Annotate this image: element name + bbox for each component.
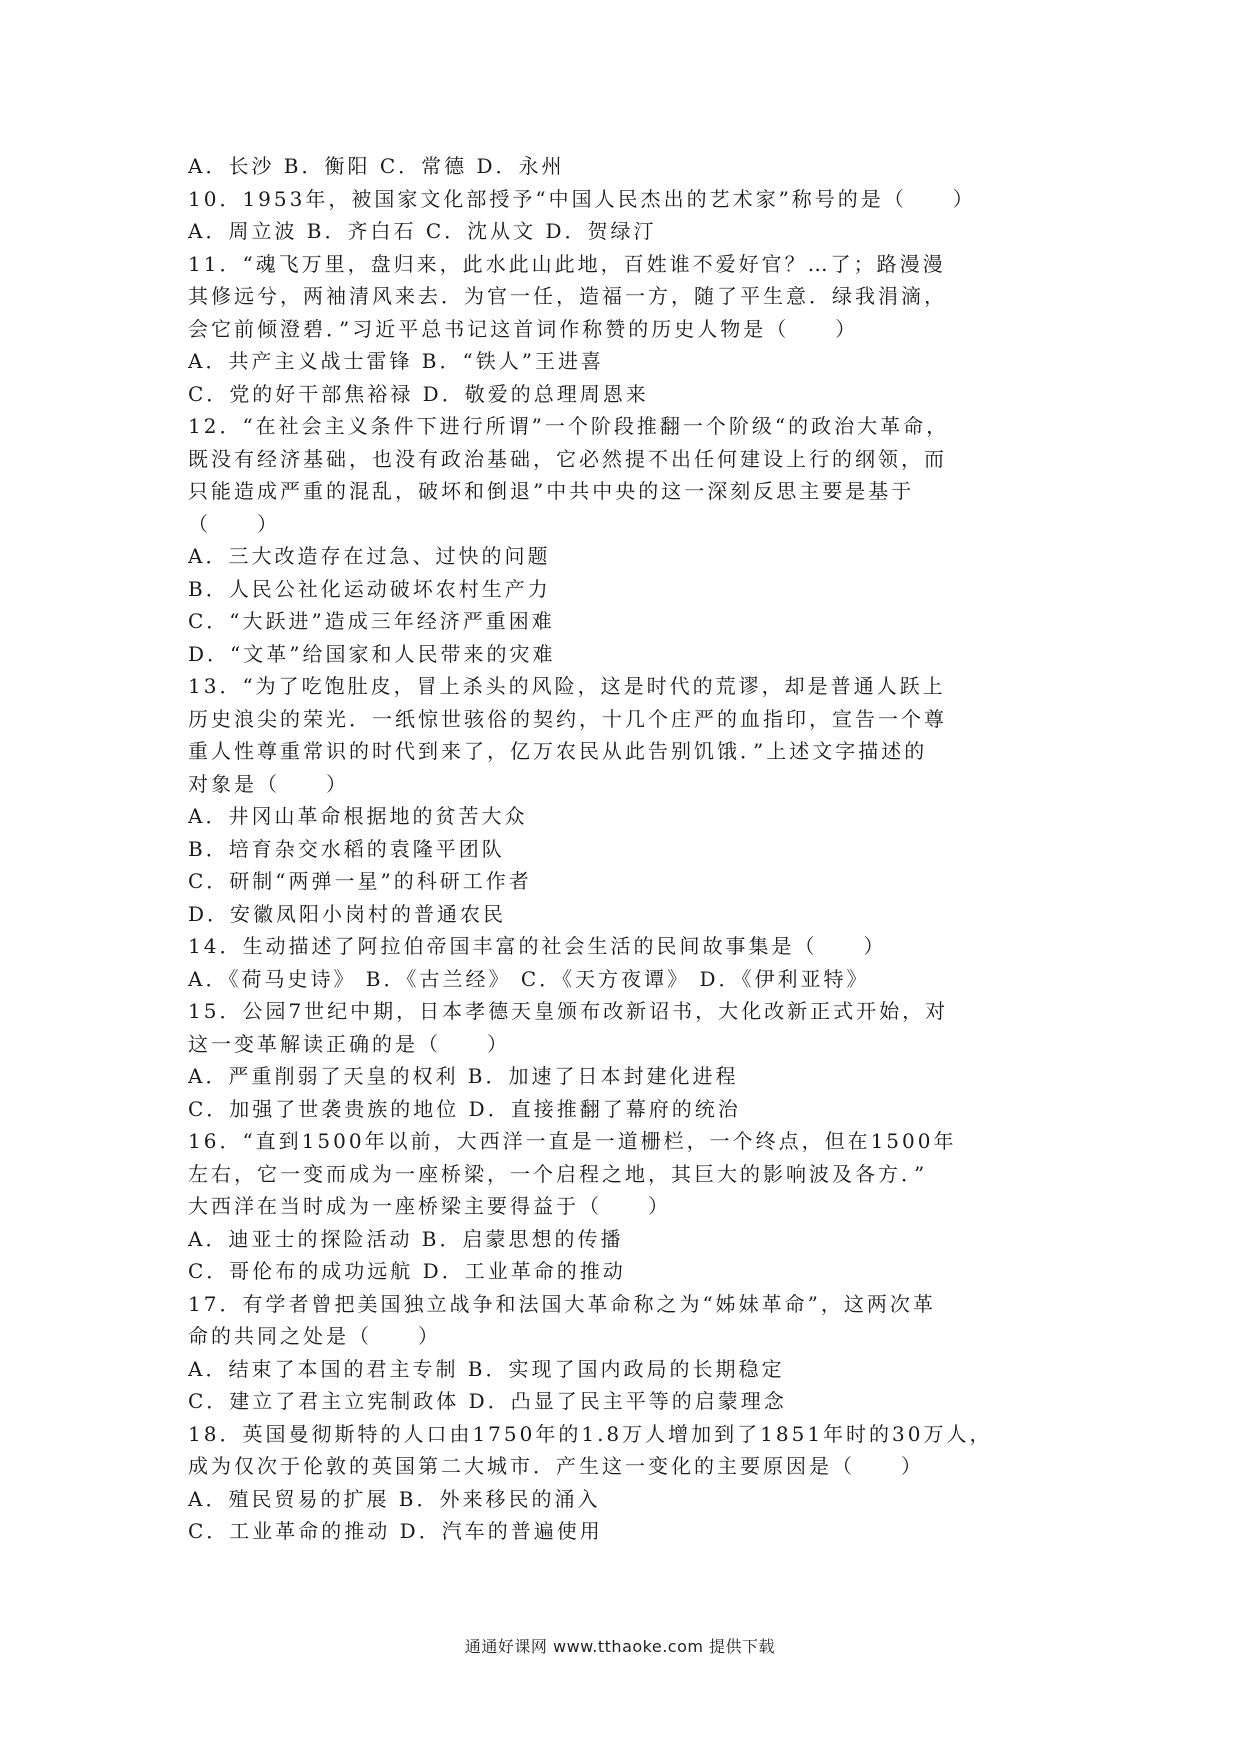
text-line: 对象是（ ） — [188, 771, 349, 796]
text-line: B．培育杂交水稻的袁隆平团队 — [188, 836, 505, 861]
text-line: 其修远兮，两袖清风来去．为官一任，造福一方，随了平生意．绿我涓滴， — [188, 284, 947, 308]
text-line: 历史浪尖的荣光．一纸惊世骇俗的契约，十几个庄严的血指印，宣告一个尊 — [188, 706, 947, 731]
text-line: 重人性尊重常识的时代到来了，亿万农民从此告别饥饿．”上述文字描述的 — [188, 739, 928, 763]
text-line: 14．生动描述了阿拉伯帝国丰富的社会生活的民间故事集是（ ） — [188, 934, 887, 958]
text-line: 16．“直到1500年以前，大西洋一直是一道栅栏，一个终点，但在1500年 — [188, 1129, 957, 1153]
text-line: A．殖民贸易的扩展 B．外来移民的涌入 — [188, 1486, 601, 1511]
text-line: 左右，它一变而成为一座桥梁，一个启程之地，其巨大的影响波及各方．” — [188, 1161, 928, 1186]
text-line: C．建立了君主立宪制政体 D．凸显了民主平等的启蒙理念 — [188, 1389, 787, 1413]
text-line: A．结束了本国的君主专制 B．实现了国内政局的长期稳定 — [188, 1356, 785, 1381]
text-line: 这一变革解读正确的是（ ） — [188, 1031, 510, 1056]
text-line: A．周立波 B．齐白石 C．沈从文 D．贺绿汀 — [188, 219, 657, 243]
text-line: A．三大改造存在过急、过快的问题 — [188, 544, 551, 568]
text-line: 只能造成严重的混乱，破坏和倒退”中共中央的这一深刻反思主要是基于 — [188, 479, 915, 503]
text-line: 会它前倾澄碧．”习近平总书记这首词作称赞的历史人物是（ ） — [188, 316, 859, 341]
text-line: A．共产主义战士雷锋 B．“铁人”王进喜 — [188, 349, 604, 373]
text-line: A．井冈山革命根据地的贫苦大众 — [188, 804, 528, 828]
text-line: C．党的好干部焦裕禄 D．敬爱的总理周恩来 — [188, 381, 649, 406]
text-line: C．哥伦布的成功远航 D．工业革命的推动 — [188, 1259, 626, 1283]
text-line: 既没有经济基础，也没有政治基础，它必然提不出任何建设上行的纲领，而 — [188, 446, 947, 471]
text-line: 13．“为了吃饱肚皮，冒上杀头的风险，这是时代的荒谬，却是普通人跃上 — [188, 674, 946, 698]
text-line: D．安徽凤阳小岗村的普通农民 — [188, 901, 507, 926]
text-line: B．人民公社化运动破坏农村生产力 — [188, 576, 551, 601]
text-line: 大西洋在当时成为一座桥梁主要得益于（ ） — [188, 1194, 671, 1218]
text-line: 18．英国曼彻斯特的人口由1750年的1.8万人增加到了1851年时的30万人， — [188, 1421, 993, 1446]
text-line: （ ） — [188, 511, 280, 536]
text-line: 17．有学者曾把美国独立战争和法国大革命称之为“姊妹革命”，这两次革 — [188, 1291, 936, 1316]
text-line: 11．“魂飞万里，盘归来，此水此山此地，百姓谁不爱好官？…了；路漫漫 — [188, 251, 946, 276]
text-line: 成为仅次于伦敦的英国第二大城市．产生这一变化的主要原因是（ ） — [188, 1454, 924, 1478]
text-line: A．迪亚士的探险活动 B．启蒙思想的传播 — [188, 1226, 624, 1251]
text-line: A．严重削弱了天皇的权利 B．加速了日本封建化进程 — [188, 1064, 739, 1088]
text-line: C．加强了世袭贵族的地位 D．直接推翻了幕府的统治 — [188, 1096, 741, 1121]
text-line: A．长沙 B．衡阳 C．常德 D．永州 — [188, 154, 565, 178]
text-line: 12．“在社会主义条件下进行所谓”一个阶段推翻一个阶级“的政治大革命， — [188, 414, 950, 438]
page-footer: 通通好课网 www.tthaoke.com 提供下载 — [464, 1637, 776, 1656]
text-line: C．“大跃进”造成三年经济严重困难 — [188, 609, 555, 633]
text-line: A．《荷马史诗》 B．《古兰经》 C．《天方夜谭》 D．《伊利亚特》 — [188, 966, 870, 991]
text-line: D．“文革”给国家和人民带来的灾难 — [188, 641, 556, 666]
text-line: 10．1953年，被国家文化部授予“中国人民杰出的艺术家”称号的是（ ） — [188, 186, 976, 211]
document-body — [188, 150, 1058, 1548]
text-line: 15．公园7世纪中期，日本孝德天皇颁布改新诏书，大化改新正式开始，对 — [188, 999, 949, 1023]
text-line: C．工业革命的推动 D．汽车的普遍使用 — [188, 1519, 603, 1543]
text-line: C．研制“两弹一星”的科研工作者 — [188, 869, 532, 893]
text-line: 命的共同之处是（ ） — [188, 1324, 441, 1348]
